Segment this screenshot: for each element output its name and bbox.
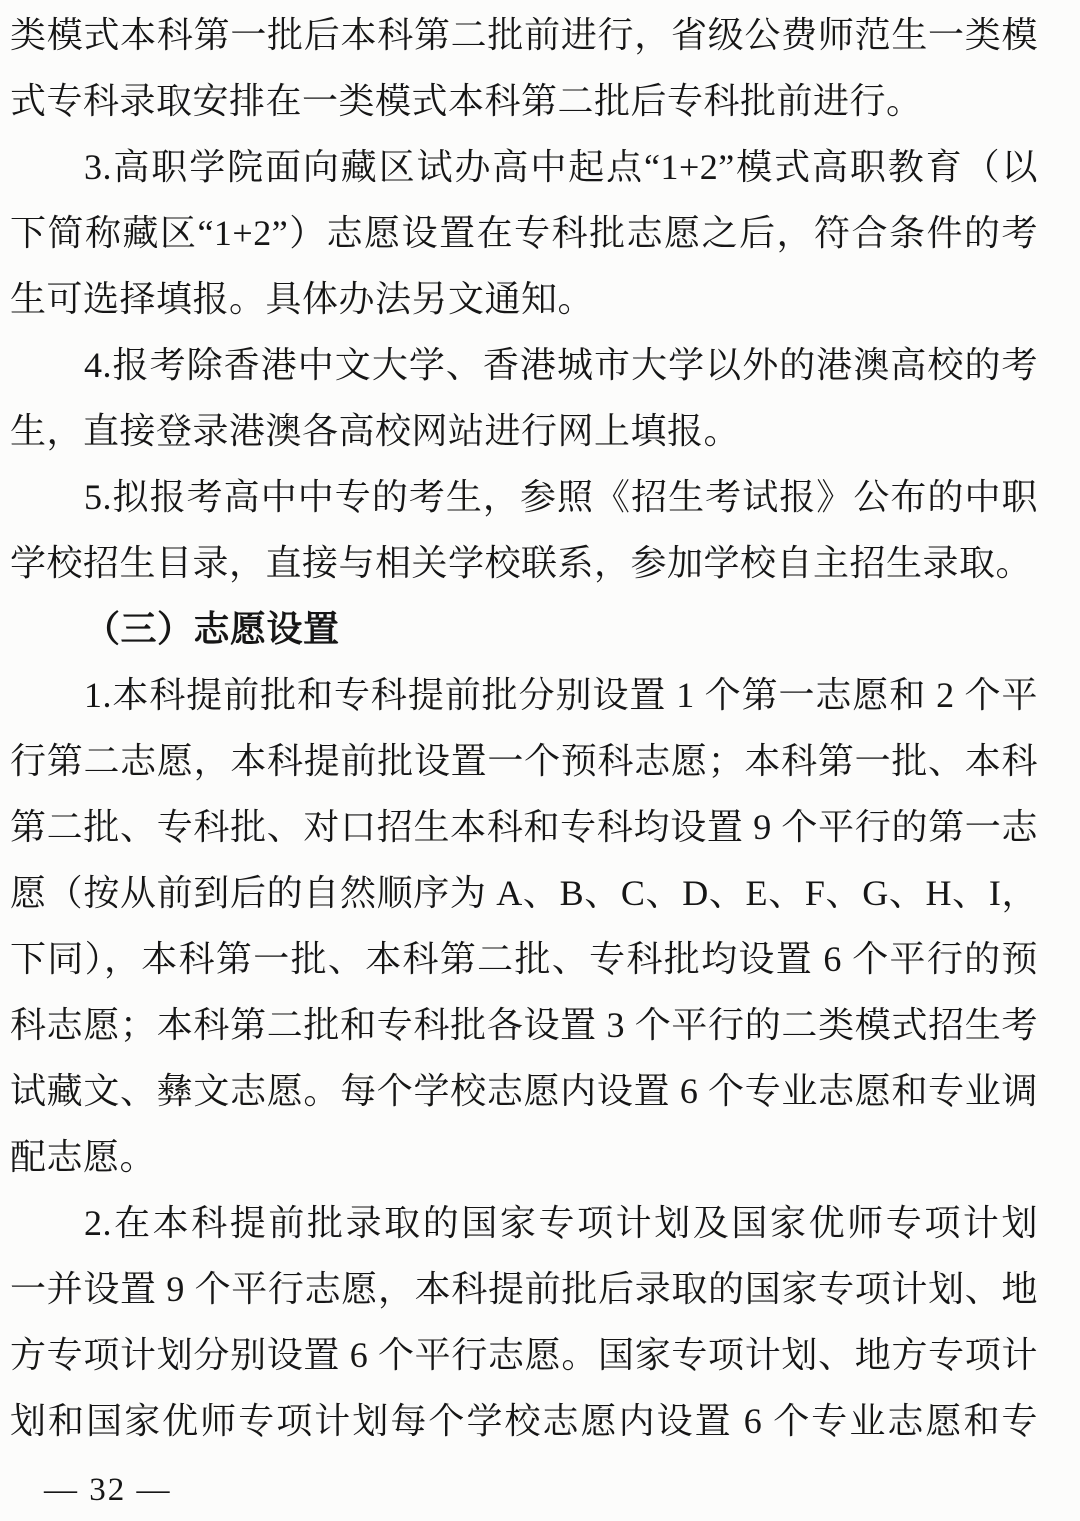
text-line: 试藏文、彝文志愿。每个学校志愿内设置 6 个专业志愿和专业调 (10, 1071, 1038, 1111)
text-line: 5.拟报考高中中专的考生，参照《招生考试报》公布的中职 (84, 477, 1038, 517)
text-line: 配志愿。 (10, 1137, 157, 1177)
section-heading: （三）志愿设置 (84, 609, 340, 649)
text-line: 第二批、专科批、对口招生本科和专科均设置 9 个平行的第一志 (10, 807, 1038, 847)
text-line: 划和国家优师专项计划每个学校志愿内设置 6 个专业志愿和专 (10, 1401, 1038, 1441)
text-line: 2.在本科提前批录取的国家专项计划及国家优师专项计划 (84, 1203, 1038, 1243)
text-line: 下简称藏区“1+2”）志愿设置在专科批志愿之后，符合条件的考 (10, 213, 1038, 253)
text-line: 4.报考除香港中文大学、香港城市大学以外的港澳高校的考 (84, 345, 1038, 385)
text-line: 下同），本科第一批、本科第二批、专科批均设置 6 个平行的预 (10, 939, 1038, 979)
text-line: 1.本科提前批和专科提前批分别设置 1 个第一志愿和 2 个平 (84, 675, 1038, 715)
text-line: 方专项计划分别设置 6 个平行志愿。国家专项计划、地方专项计 (10, 1335, 1038, 1375)
page-number: — 32 — (44, 1472, 172, 1508)
text-line: 式专科录取安排在一类模式本科第二批后专科批前进行。 (10, 81, 923, 121)
text-line: 科志愿；本科第二批和专科批各设置 3 个平行的二类模式招生考 (10, 1005, 1038, 1045)
text-line: 行第二志愿，本科提前批设置一个预科志愿；本科第一批、本科 (10, 741, 1038, 781)
text-line: 一并设置 9 个平行志愿，本科提前批后录取的国家专项计划、地 (10, 1269, 1038, 1309)
text-line: 生，直接登录港澳各高校网站进行网上填报。 (10, 411, 741, 451)
text-line: 3.高职学院面向藏区试办高中起点“1+2”模式高职教育（以 (84, 147, 1038, 187)
text-line: 学校招生目录，直接与相关学校联系，参加学校自主招生录取。 (10, 543, 1033, 583)
text-line: 愿（按从前到后的自然顺序为 A、B、C、D、E、F、G、H、I， (10, 873, 1038, 913)
text-line: 生可选择填报。具体办法另文通知。 (10, 279, 595, 319)
text-line: 类模式本科第一批后本科第二批前进行，省级公费师范生一类模 (10, 15, 1038, 55)
